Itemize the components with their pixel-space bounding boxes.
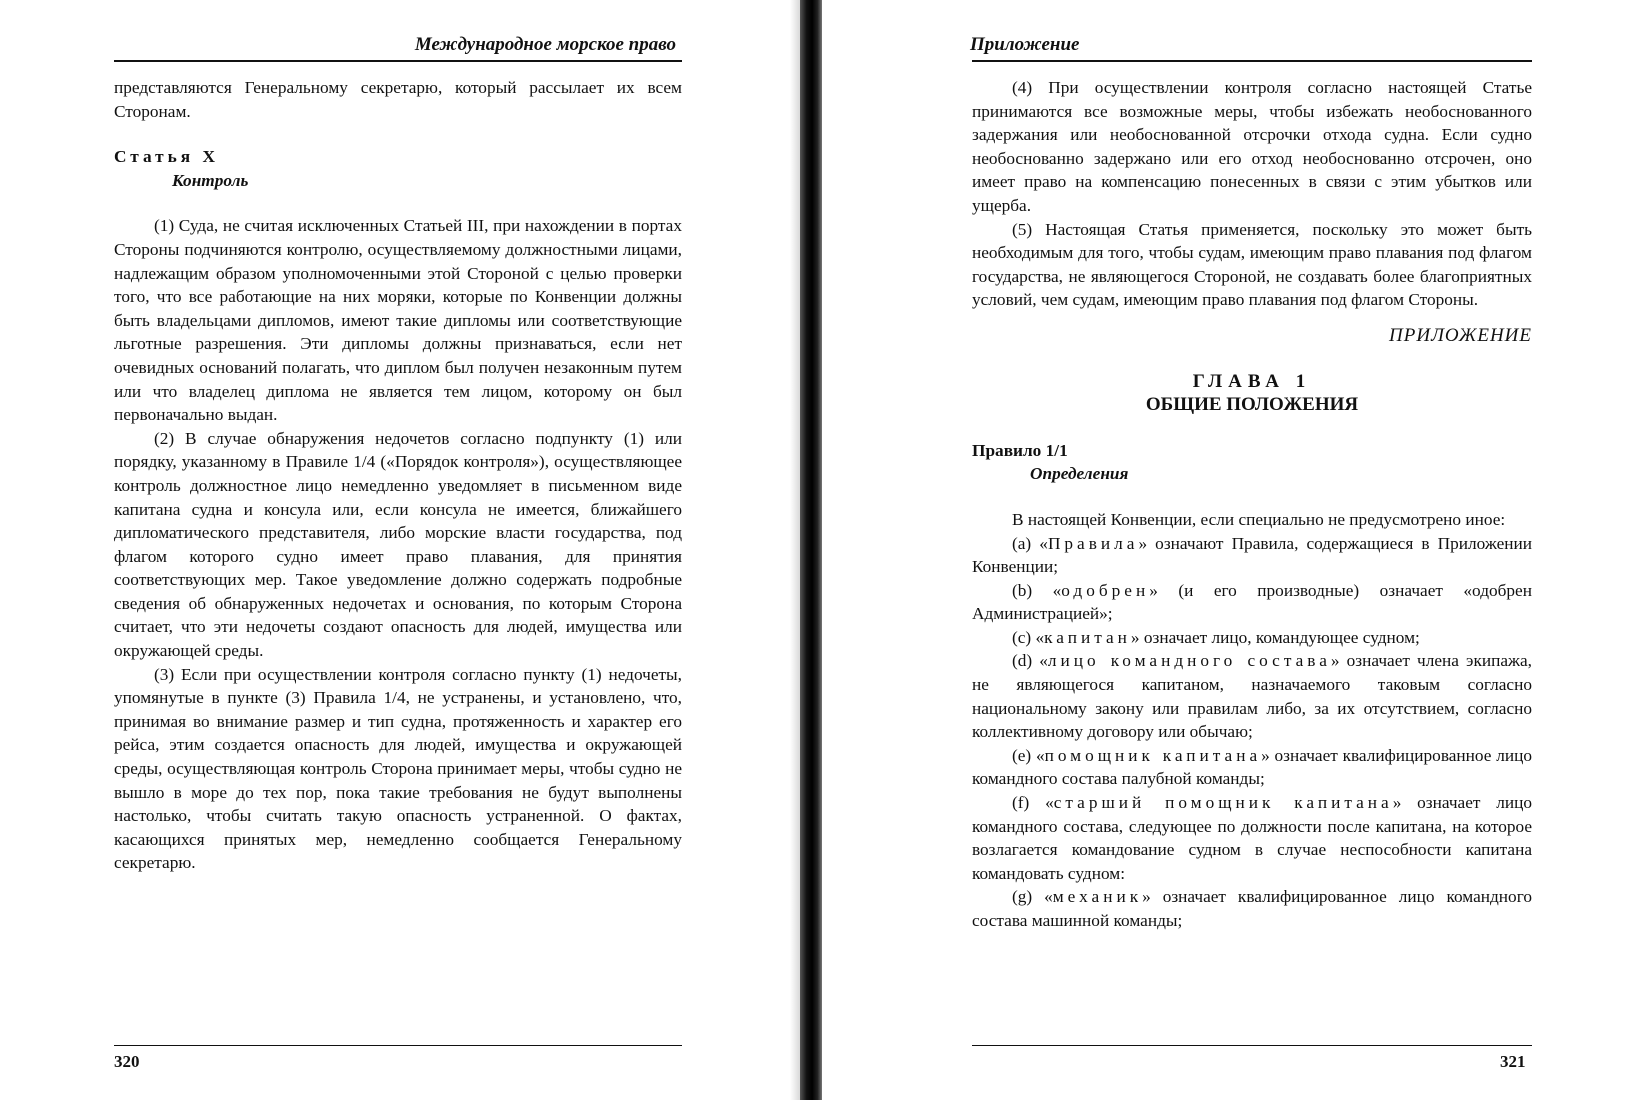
intro-paragraph: представляются Генеральному секретарю, который рассылает их всем Сторонам. xyxy=(114,78,682,121)
chapter-subtitle: ОБЩИЕ ПОЛОЖЕНИЯ xyxy=(1145,394,1359,416)
definition-text: » означают Правила, содержащиеся в Приложении Конвенции; xyxy=(972,533,1532,577)
article-title: Статья X xyxy=(114,147,219,167)
definition-prefix: (e) « xyxy=(1012,745,1045,765)
definition-text: » означает лицо, командующее судном; xyxy=(1130,627,1420,647)
definition-item xyxy=(972,744,1532,791)
running-head: Международное морское право xyxy=(414,34,676,55)
page-number: 321 xyxy=(1500,1052,1526,1071)
definition-text: » означает квалифицированное лицо командного состава машинной команды; xyxy=(972,887,1532,930)
article-paragraph-2: (2) В случае обнаружения недочетов согласно подпункту (1) или порядку, указанному в Правиле 1/4 («Порядок контроля»), осуществляющее контроль должностное лицо немедленно уведомляет в письменном виде капитана судна и консула или, если консула не имеется, ближайшего дипломатического представителя, либо морские власти государства, под флагом которого судно имеет право плавания, для принятия соответствующих мер. Такое уведомление должно содержать подробные сведения об обнаруженных недочетах и основания, по которым Сторона считает, что эти недочеты создают опасность для людей, имущества или окружающей среды. xyxy=(114,428,682,661)
definition-term: Правила xyxy=(1047,533,1139,553)
definition-term: механик xyxy=(1052,887,1143,907)
definition-text: » означает члена экипажа, не являющегося капитаном, назначаемого таковым согласно национальному закону или правилам либо, за их отсутствием, согласно коллективному договору или обычаю; xyxy=(972,651,1532,742)
definition-prefix: (c) « xyxy=(1012,627,1045,647)
left-page xyxy=(0,0,800,1100)
definition-prefix: (d) « xyxy=(1012,651,1048,671)
definition-term: одобрен xyxy=(1061,580,1150,600)
header-rule xyxy=(114,60,682,62)
definition-term: капитан xyxy=(1044,627,1131,647)
definition-term: помощник капитана xyxy=(1044,745,1262,765)
right-page xyxy=(820,0,1646,1100)
article-paragraph-4: (4) При осуществлении контроля согласно настоящей Статье принимаются все возможные меры, чтобы избежать необоснованного задержания или необоснованной отсрочки отхода судна. Если судно необоснованно задержано или его отход необоснованно отсрочен, оно имеет право на компенсацию понесенных в связи с этим убытков или ущерба. xyxy=(972,78,1532,215)
definition-prefix: (b) « xyxy=(1012,580,1062,600)
definition-item xyxy=(972,649,1532,743)
definition-term: старший помощник капитана xyxy=(1053,793,1393,813)
definition-prefix: (f) « xyxy=(1012,793,1054,813)
article-paragraph-5: (5) Настоящая Статья применяется, поскольку это может быть необходимым для того, чтобы судам, имеющим право плавания под флагом государства, не являющегося Стороной, не создавать более благоприятных условий, чем судам, имеющим право плавания под флагом Стороны. xyxy=(972,219,1532,310)
definition-text: » (и его производные) означает «одобрен Администрацией»; xyxy=(972,580,1532,624)
definition-text: » означает квалифицированное лицо командного состава палубной команды; xyxy=(972,745,1532,789)
rule-subtitle: Определения xyxy=(1030,464,1129,484)
page-number: 320 xyxy=(114,1052,140,1071)
book-gutter xyxy=(800,0,822,1100)
definition-item xyxy=(972,532,1532,579)
footer-rule xyxy=(114,1045,682,1046)
chapter-title: ГЛАВА 1 xyxy=(1192,370,1312,392)
article-paragraph-1: (1) Суда, не считая исключенных Статьей III, при нахождении в портах Стороны подчиняются контролю, осуществляемому должностными лицами, надлежащим образом уполномоченными этой Стороной с целью проверки того, что все работающие на них моряки, которые по Конвенции должны быть владельцами дипломов, имеют такие дипломы или соответствующие льготные разрешения. Эти дипломы должны признаваться, если нет очевидных оснований полагать, что диплом был получен незаконным путем или что владелец диплома не является тем лицом, которому он был первоначально выдан. xyxy=(114,216,682,425)
left-text-column xyxy=(114,76,682,875)
header-rule xyxy=(972,60,1532,62)
definition-item xyxy=(972,791,1532,885)
article-paragraph-3: (3) Если при осуществлении контроля согласно пункту (1) недочеты, упомянутые в пункте (3) Правила 1/4, не устранены, и установлено, что, принимая во внимание размер и тип судна, протяженность и характер его рейса, этим создается опасность для людей, имущества и окружающей среды, осуществляющая контроль Сторона принимает меры, чтобы судно не вышло в море до тех пор, пока такие требования не будут выполнены настолько, чтобы считать такую опасность устраненной. О фактах, касающихся принятых мер, немедленно сообщается Генеральному секретарю. xyxy=(114,664,682,873)
definition-item xyxy=(972,885,1532,932)
definition-text: » означает лицо командного состава, следующее по должности после капитана, на которое возлагается командование судном в случае неспособности капитана командовать судном: xyxy=(972,793,1533,883)
definition-item xyxy=(972,626,1532,650)
running-head: Приложение xyxy=(970,34,1080,55)
right-text-column xyxy=(972,76,1532,933)
article-subtitle: Контроль xyxy=(172,170,249,190)
footer-rule xyxy=(972,1045,1532,1046)
definition-term: лицо командного состава xyxy=(1047,651,1331,671)
definitions-intro: В настоящей Конвенции, если специально не предусмотрено иное: xyxy=(1012,509,1506,529)
appendix-label: ПРИЛОЖЕНИЕ xyxy=(1389,324,1532,346)
definition-item xyxy=(972,579,1532,626)
definition-prefix: (a) « xyxy=(1012,533,1048,553)
definition-prefix: (g) « xyxy=(1012,887,1053,907)
rule-title: Правило 1/1 xyxy=(972,440,1068,460)
